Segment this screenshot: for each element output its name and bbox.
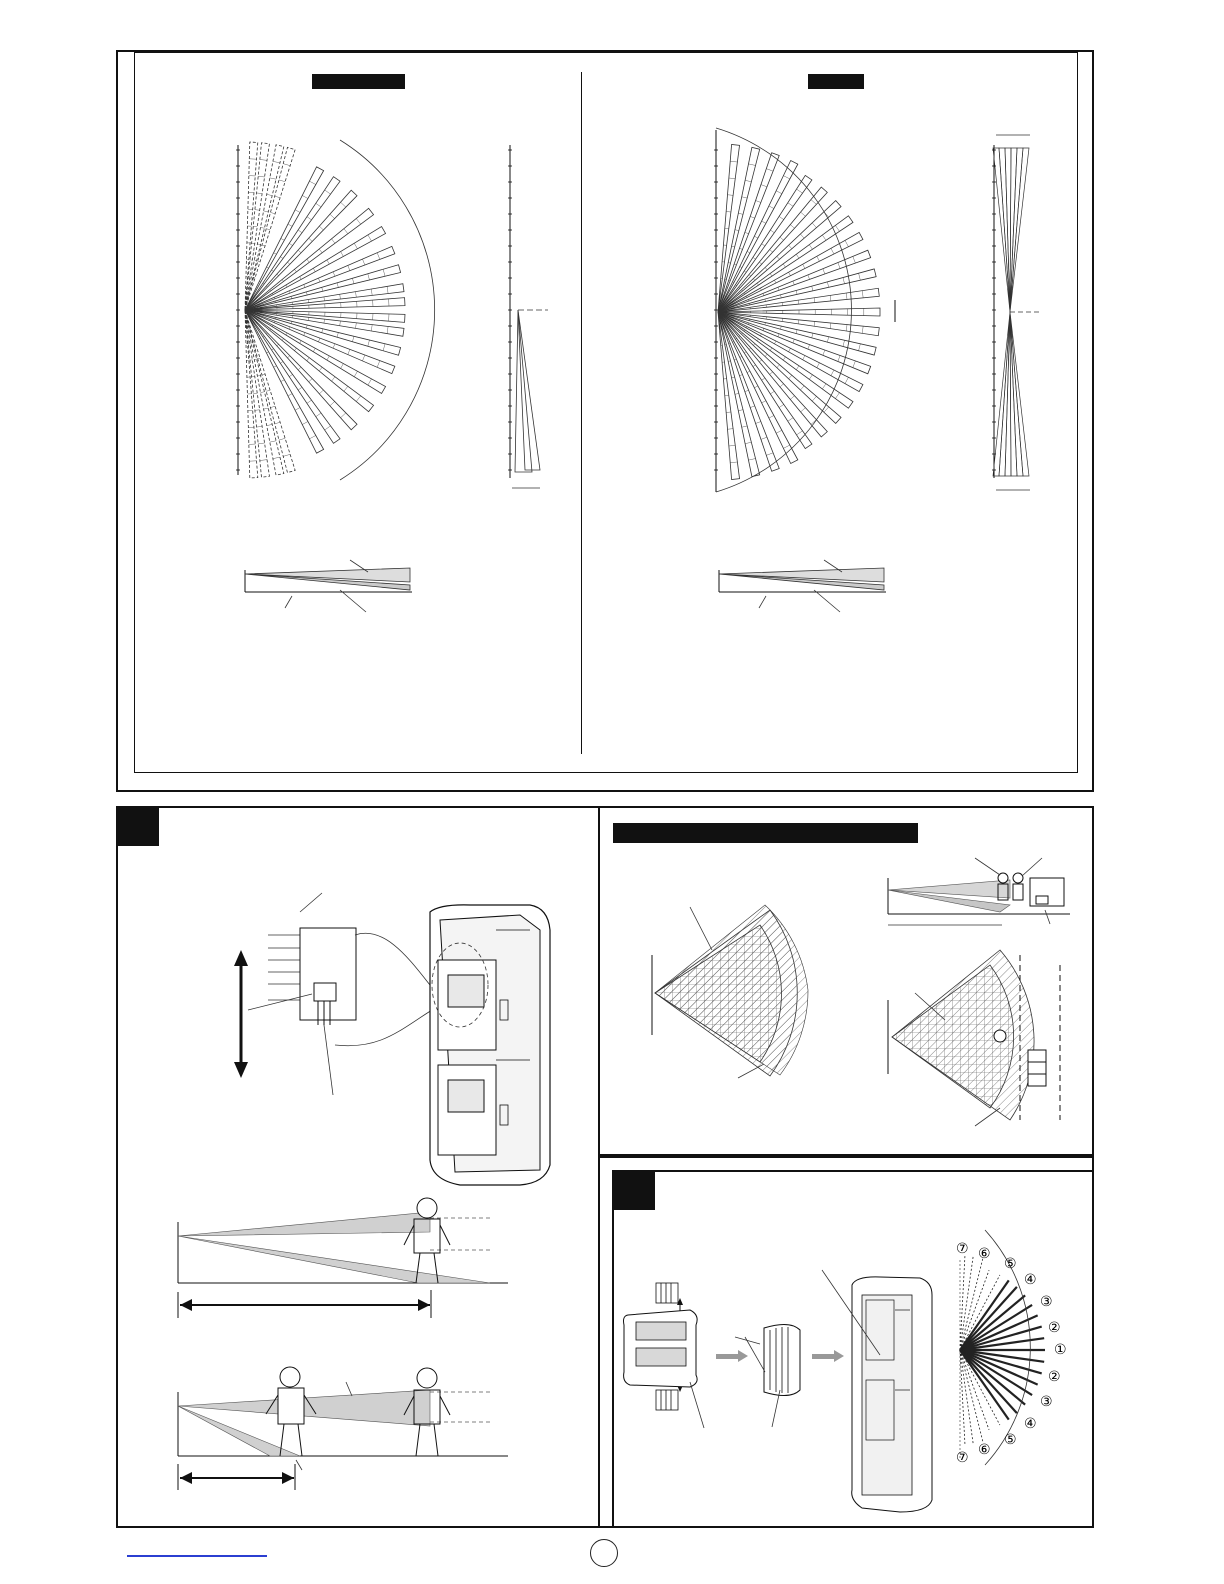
zone-beam (960, 1350, 965, 1445)
zone-number-label: ② (1048, 1320, 1061, 1336)
zone-number-label: ⑥ (978, 1246, 991, 1262)
zone-number-label: ⑥ (978, 1442, 991, 1458)
zone-number-label: ⑤ (1004, 1256, 1017, 1272)
zone-number-label: ③ (1040, 1294, 1053, 1310)
zone-number-label: ⑦ (956, 1241, 969, 1257)
zone-number-label: ③ (1040, 1394, 1053, 1410)
zone-number-label: ① (1054, 1342, 1067, 1358)
footer-link[interactable] (127, 1555, 267, 1557)
zone-number-label: ⑤ (1004, 1432, 1017, 1448)
zone-number-label: ② (1048, 1369, 1061, 1385)
zone-beam (960, 1350, 1032, 1395)
zone-number-label: ④ (1024, 1272, 1037, 1288)
page-number (590, 1539, 618, 1567)
zone-number-label: ④ (1024, 1416, 1037, 1432)
zone-beam (960, 1255, 965, 1350)
zone-beam (960, 1305, 1032, 1350)
zone-number-label: ⑦ (956, 1450, 969, 1466)
